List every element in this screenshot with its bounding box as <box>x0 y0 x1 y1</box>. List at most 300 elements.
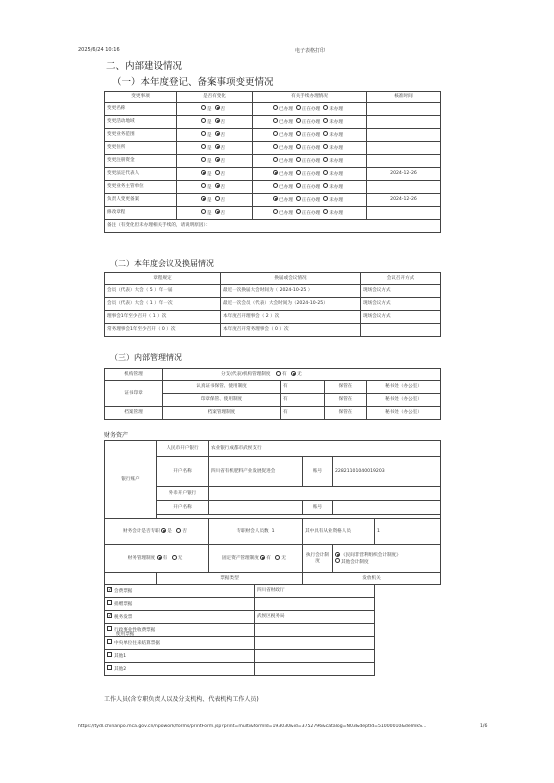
radio-icon <box>296 157 301 162</box>
finance-table <box>104 440 441 676</box>
bill-type-label: 税务发票 <box>114 614 133 620</box>
checkbox-icon[interactable] <box>107 626 112 631</box>
reg-status-cell <box>253 181 367 194</box>
reg-status-doing-radio[interactable] <box>296 106 320 112</box>
foreign-bank-value <box>209 487 441 501</box>
account-name-value: 四川省有机肥料产业发展促进会 <box>209 457 303 487</box>
bill-type-label: 其他2 <box>114 666 127 672</box>
reg-status-done-radio[interactable] <box>273 106 293 112</box>
reg-changed-yes-radio[interactable] <box>201 184 212 190</box>
reg-status-cell <box>253 168 367 181</box>
radio-label: 已办理 <box>279 197 293 203</box>
meeting-row <box>105 324 441 337</box>
reg-date <box>367 207 441 220</box>
bill-type-label: 其他1 <box>114 653 127 659</box>
reg-changed-yes-radio[interactable] <box>201 119 212 125</box>
radio-label: 已办理 <box>279 210 293 216</box>
archive-label: 档案管理 <box>105 407 163 420</box>
bill-row <box>105 611 441 624</box>
radio-label: 未办理 <box>329 210 343 216</box>
radio-icon <box>201 131 206 136</box>
radio-icon <box>323 209 328 214</box>
radio-icon <box>201 209 206 214</box>
reg-row <box>105 194 441 207</box>
reg-status-notdone-radio[interactable] <box>323 210 343 216</box>
archive-has: 有 <box>281 407 325 420</box>
cert-keeper-label-2: 保管在 <box>325 394 367 407</box>
section-meeting-title: （二）本年度会议及换届情况 <box>110 259 214 268</box>
reg-status-notdone-radio[interactable] <box>323 106 343 112</box>
reg-date <box>367 181 441 194</box>
radio-label: 已办理 <box>279 171 293 177</box>
radio-label: 未办理 <box>329 132 343 138</box>
reg-status-notdone-radio[interactable] <box>323 119 343 125</box>
bill-row <box>105 624 441 637</box>
cert-has-1: 有 <box>281 381 325 394</box>
radio-icon <box>323 131 328 136</box>
bill-issuer <box>255 598 375 611</box>
issuer-header: 发放机关 <box>303 573 441 585</box>
reg-row <box>105 103 441 116</box>
reg-changed-no-radio[interactable] <box>215 184 226 190</box>
meeting-status: 本年度召开常务理事会（ 0 ）次 <box>221 324 361 337</box>
bill-type-header: 票据类型 <box>157 573 303 585</box>
bill-row <box>105 637 441 650</box>
reg-header-changed: 是否有变化 <box>177 92 253 103</box>
archive-keeper: 秘书处（办公室） <box>367 407 441 420</box>
radio-checked-icon <box>291 371 296 376</box>
reg-date: 2024-12-26 <box>367 168 441 181</box>
radio-icon <box>296 144 301 149</box>
radio-label: 否 <box>220 171 226 177</box>
radio-label: 否 <box>220 184 226 190</box>
bill-type-label: 中央单位往来结算票据 <box>114 640 160 646</box>
registration-table <box>104 91 441 233</box>
radio-icon <box>323 170 328 175</box>
radio-checked-icon <box>215 118 220 123</box>
management-table <box>104 368 441 420</box>
reg-item: 变更住所 <box>105 142 177 155</box>
reg-changed-no-radio[interactable] <box>215 132 226 138</box>
branch-rule-none-radio[interactable]: 无 <box>291 371 302 377</box>
cert-keeper-label-1: 保管在 <box>325 381 367 394</box>
archive-keeper-label: 保管在 <box>325 407 367 420</box>
reg-item: 负责人变更备案 <box>105 194 177 207</box>
full-time-count: 1 <box>271 528 275 534</box>
radio-checked-icon <box>161 528 166 533</box>
radio-icon <box>273 118 278 123</box>
system-has-radio[interactable]: 有 <box>157 555 168 561</box>
radio-icon <box>201 118 206 123</box>
reg-changed-no-radio[interactable] <box>215 145 226 151</box>
reg-status-done-radio[interactable] <box>273 184 293 190</box>
radio-icon <box>323 196 328 201</box>
radio-icon <box>273 183 278 188</box>
foreign-no-value <box>333 501 441 515</box>
section-registration-title: （一）本年度登记、备案事项变更情况 <box>112 77 274 88</box>
reg-item: 变更注册资金 <box>105 155 177 168</box>
checkbox-checked-icon[interactable]: ✓ <box>108 587 113 594</box>
asset-none-radio[interactable]: 无 <box>275 555 286 561</box>
bill-row <box>105 598 441 611</box>
meeting-rule: 常务理事会1年至少召开（ 0 ）次 <box>105 324 221 337</box>
reg-status-done-radio[interactable] <box>273 132 293 138</box>
radio-icon <box>201 157 206 162</box>
archive-rule: 档案管理制度 <box>163 407 281 420</box>
radio-icon <box>296 118 301 123</box>
accounting-npo-radio[interactable]: 《民间非营利组织会计制度》 <box>335 552 401 558</box>
reg-changed-cell <box>177 116 253 129</box>
radio-icon <box>323 157 328 162</box>
radio-checked-icon <box>215 144 220 149</box>
reg-status-doing-radio[interactable] <box>296 197 320 203</box>
bill-type-label: 会费票据 <box>114 588 133 594</box>
radio-label: 正在办理 <box>301 184 321 190</box>
radio-icon <box>296 196 301 201</box>
reg-status-doing-radio[interactable] <box>296 145 320 151</box>
bill-type-cell <box>105 650 255 663</box>
radio-label: 是 <box>206 119 212 125</box>
reg-status-notdone-radio[interactable] <box>323 145 343 151</box>
reg-status-notdone-radio[interactable] <box>323 158 343 164</box>
radio-icon <box>335 558 340 563</box>
bill-type-label: 行政事业性收费票据 <box>114 627 156 633</box>
reg-header-status: 有关手续办理情况 <box>253 92 367 103</box>
checkbox-icon[interactable] <box>107 639 112 644</box>
reg-status-cell <box>253 142 367 155</box>
reg-date <box>367 116 441 129</box>
radio-label: 否 <box>220 197 226 203</box>
radio-label: 正在办理 <box>301 132 321 138</box>
full-time-no-radio[interactable]: 否 <box>176 528 187 534</box>
radio-label: 是 <box>206 158 212 164</box>
reg-changed-no-radio[interactable] <box>215 106 226 112</box>
radio-label: 已办理 <box>279 184 293 190</box>
radio-label: 是 <box>206 197 212 203</box>
reg-note: 备注（有变化但未办理相关手续的，请说明原因）： <box>105 220 441 233</box>
meeting-header-rule: 章程规定 <box>105 273 221 285</box>
radio-label: 是 <box>206 184 212 190</box>
meeting-rule: 理事会1年至少召开（ 1 ）次 <box>105 311 221 324</box>
cert-label: 证书印章 <box>105 381 163 407</box>
print-datetime: 2025/6/24 10:16 <box>78 47 120 53</box>
reg-changed-no-radio[interactable] <box>215 210 226 216</box>
accounting-options <box>333 545 441 573</box>
reg-changed-no-radio[interactable] <box>215 119 226 125</box>
reg-status-doing-radio[interactable] <box>296 210 320 216</box>
reg-row <box>105 155 441 168</box>
account-no-value: 22821101040019203 <box>333 457 441 487</box>
reg-status-done-radio[interactable] <box>273 145 293 151</box>
meeting-mode: 现场会议方式 <box>361 311 441 324</box>
cert-keeper-1: 秘书处（办公室） <box>367 381 441 394</box>
system-row <box>105 545 209 573</box>
full-time-label: 财务会计是否专职 <box>123 529 160 535</box>
asset-row <box>209 545 303 573</box>
reg-status-done-radio[interactable] <box>273 210 293 216</box>
reg-status-cell <box>253 155 367 168</box>
reg-status-cell <box>253 207 367 220</box>
reg-status-notdone-radio[interactable] <box>323 184 343 190</box>
radio-label: 未办理 <box>329 197 343 203</box>
radio-label: 是 <box>206 145 212 151</box>
radio-label: 是 <box>206 210 212 216</box>
radio-label: 正在办理 <box>301 145 321 151</box>
radio-label: 未办理 <box>329 106 343 112</box>
reg-changed-no-radio[interactable] <box>215 197 226 203</box>
full-time-count-cell <box>209 519 303 545</box>
cert-has-2: 有 <box>281 394 325 407</box>
reg-status-doing-radio[interactable] <box>296 158 320 164</box>
radio-label: 已办理 <box>279 106 293 112</box>
reg-header-item: 变更事项 <box>105 92 177 103</box>
reg-status-done-radio[interactable] <box>273 119 293 125</box>
branch-rule-has-radio[interactable]: 有 <box>276 371 287 377</box>
radio-label: 否 <box>220 132 226 138</box>
qualified-count: 1 <box>375 519 441 545</box>
section-finance-title: 财务资产 <box>104 432 129 439</box>
meeting-status: 最近一次换届大会时间为（ 2024-10-25 ） <box>221 285 361 298</box>
radio-label: 否 <box>220 158 226 164</box>
reg-status-cell <box>253 194 367 207</box>
radio-label: 正在办理 <box>301 158 321 164</box>
radio-label: 已办理 <box>279 132 293 138</box>
reg-row <box>105 181 441 194</box>
account-no-label: 账号 <box>303 457 333 487</box>
radio-icon <box>323 144 328 149</box>
radio-label: 是 <box>206 106 212 112</box>
cert-keeper-2: 秘书处（办公室） <box>367 394 441 407</box>
bills-label: 使用票据 <box>116 632 135 637</box>
reg-row <box>105 168 441 181</box>
radio-icon <box>201 144 206 149</box>
reg-status-done-radio[interactable] <box>273 197 293 203</box>
radio-label: 未办理 <box>329 119 343 125</box>
radio-label: 是 <box>206 171 212 177</box>
radio-label: 未办理 <box>329 184 343 190</box>
meeting-rule: 会员（代表）大会（ 5 ）年一届 <box>105 285 221 298</box>
radio-icon <box>215 170 220 175</box>
radio-label: 已办理 <box>279 119 293 125</box>
radio-checked-icon <box>201 170 206 175</box>
radio-icon <box>296 170 301 175</box>
reg-item: 变更业务范围 <box>105 129 177 142</box>
reg-status-notdone-radio[interactable] <box>323 197 343 203</box>
bill-issuer <box>255 663 375 676</box>
reg-row <box>105 116 441 129</box>
account-name-label: 开户名称 <box>157 457 209 487</box>
meeting-mode: 现场会议方式 <box>361 298 441 311</box>
reg-changed-yes-radio[interactable] <box>201 210 212 216</box>
radio-icon <box>323 118 328 123</box>
reg-changed-cell <box>177 142 253 155</box>
radio-label: 未办理 <box>329 158 343 164</box>
bill-row <box>105 650 441 663</box>
reg-date: 2024-12-26 <box>367 194 441 207</box>
full-time-count-label: 专职财会人员数 <box>236 528 269 534</box>
reg-changed-cell <box>177 181 253 194</box>
reg-changed-cell <box>177 207 253 220</box>
radio-icon <box>323 183 328 188</box>
section-management-title: （三）内部管理情况 <box>110 353 182 362</box>
radio-label: 是 <box>206 132 212 138</box>
radio-label: 正在办理 <box>301 119 321 125</box>
bill-type-cell <box>105 637 255 650</box>
radio-icon <box>273 157 278 162</box>
reg-status-notdone-radio[interactable] <box>323 132 343 138</box>
meeting-row <box>105 285 441 298</box>
meeting-status: 最近一次会员（代表）大会时间为（2024-10-25） <box>221 298 361 311</box>
meeting-status: 本年度召开理事会（ 2 ）次 <box>221 311 361 324</box>
qualified-label: 其中具有从业资格人员 <box>303 519 375 545</box>
reg-row <box>105 129 441 142</box>
reg-changed-yes-radio[interactable] <box>201 106 212 112</box>
checkbox-checked-icon[interactable]: ✓ <box>108 613 113 620</box>
reg-changed-cell <box>177 194 253 207</box>
radio-icon <box>296 209 301 214</box>
meeting-table <box>104 272 441 337</box>
radio-checked-icon <box>215 209 220 214</box>
radio-checked-icon <box>273 170 278 175</box>
radio-icon <box>296 131 301 136</box>
radio-icon <box>323 105 328 110</box>
meeting-row <box>105 311 441 324</box>
reg-status-doing-radio[interactable] <box>296 171 320 177</box>
radio-icon <box>172 555 177 560</box>
bill-issuer <box>255 624 375 637</box>
reg-item: 变更名称 <box>105 103 177 116</box>
reg-header-date: 核准时间 <box>367 92 441 103</box>
cert-rule-2: 印章保管、使用制度 <box>163 394 281 407</box>
org-label: 机构管理 <box>105 369 163 381</box>
radio-label: 未办理 <box>329 145 343 151</box>
radio-label: 已办理 <box>279 145 293 151</box>
reg-changed-yes-radio[interactable] <box>201 197 212 203</box>
radio-label: 否 <box>220 119 226 125</box>
radio-icon <box>273 131 278 136</box>
meeting-mode: 现场会议方式 <box>361 285 441 298</box>
meeting-header-status: 换届或会议情况 <box>221 273 361 285</box>
reg-changed-yes-radio[interactable] <box>201 171 212 177</box>
asset-has-radio[interactable]: 有 <box>260 555 271 561</box>
reg-changed-cell <box>177 103 253 116</box>
radio-label: 否 <box>220 210 226 216</box>
radio-label: 已办理 <box>279 158 293 164</box>
checkbox-icon[interactable] <box>107 665 112 670</box>
bill-issuer: 四川省财政厅 <box>255 585 375 598</box>
reg-changed-cell <box>177 129 253 142</box>
reg-date <box>367 129 441 142</box>
reg-changed-cell <box>177 168 253 181</box>
accounting-other-radio[interactable]: 其他会计制度 <box>335 559 369 565</box>
meeting-row <box>105 298 441 311</box>
radio-label: 正在办理 <box>301 210 321 216</box>
bill-type-cell <box>105 585 255 598</box>
footer-page: 1/6 <box>480 724 488 729</box>
reg-status-done-radio[interactable] <box>273 158 293 164</box>
reg-changed-no-radio[interactable] <box>215 171 226 177</box>
radio-icon <box>176 528 181 533</box>
radio-icon <box>273 105 278 110</box>
radio-label: 正在办理 <box>301 197 321 203</box>
section-internal-title: 二、内部建设情况 <box>106 61 183 72</box>
reg-date <box>367 103 441 116</box>
reg-changed-yes-radio[interactable] <box>201 145 212 151</box>
bill-type-label: 捐赠票据 <box>114 601 133 607</box>
branch-rule-label: 分支(代表)机构管理制度 <box>221 372 271 378</box>
radio-checked-icon <box>201 196 206 201</box>
bill-type-cell <box>105 611 255 624</box>
radio-icon <box>201 105 206 110</box>
meeting-mode <box>361 324 441 337</box>
reg-status-doing-radio[interactable] <box>296 184 320 190</box>
people-bank-value: 农业银行成都市武侯支行 <box>209 441 441 457</box>
radio-label: 否 <box>220 106 226 112</box>
bills-label-spacer <box>105 573 157 585</box>
radio-checked-icon <box>215 131 220 136</box>
reg-row <box>105 142 441 155</box>
reg-status-cell <box>253 129 367 142</box>
radio-icon <box>273 144 278 149</box>
reg-status-notdone-radio[interactable] <box>323 171 343 177</box>
reg-status-doing-radio[interactable] <box>296 132 320 138</box>
bill-issuer <box>255 637 375 650</box>
radio-checked-icon <box>215 105 220 110</box>
meeting-header-mode: 会议召开方式 <box>361 273 441 285</box>
bill-row <box>105 663 441 676</box>
reg-item: 变更业务主管单位 <box>105 181 177 194</box>
footer-url[interactable]: https://tydl.chinanpo.mca.gov.cn/npowork/forms/printForm.jsp?print=multi&formId=193030&id=3752796&catalog=N03&deptId=51000010&delmkS... <box>78 724 427 729</box>
meeting-rule: 会员（代表）大会（ 1 ）年一次 <box>105 298 221 311</box>
radio-checked-icon <box>215 183 220 188</box>
full-time-yes-radio[interactable]: 是 <box>161 528 172 534</box>
radio-icon <box>273 209 278 214</box>
checkbox-icon[interactable] <box>107 652 112 657</box>
reg-changed-yes-radio[interactable] <box>201 132 212 138</box>
reg-item: 变更活动地域 <box>105 116 177 129</box>
reg-changed-yes-radio[interactable] <box>201 158 212 164</box>
radio-label: 未办理 <box>329 171 343 177</box>
reg-item: 修改章程 <box>105 207 177 220</box>
foreign-bank-label: 外币开户银行 <box>157 487 209 501</box>
reg-date <box>367 142 441 155</box>
cert-rule-1: 认真证书保管、使用制度 <box>163 381 281 394</box>
reg-changed-no-radio[interactable] <box>215 158 226 164</box>
radio-label: 否 <box>220 145 226 151</box>
radio-icon <box>296 105 301 110</box>
system-label: 财务管理制度 <box>127 556 156 562</box>
reg-item: 变更法定代表人 <box>105 168 177 181</box>
bill-type-cell <box>105 663 255 676</box>
reg-status-done-radio[interactable] <box>273 171 293 177</box>
reg-status-cell <box>253 103 367 116</box>
accounting-label: 执行会计制度 <box>303 545 333 573</box>
people-bank-label: 人民币开户银行 <box>157 441 209 457</box>
section-staff-title: 工作人员(含专职负责人以及分支机构、代表机构工作人员) <box>104 696 259 703</box>
reg-changed-cell <box>177 155 253 168</box>
foreign-name-label: 开户名称 <box>157 501 209 515</box>
reg-status-doing-radio[interactable] <box>296 119 320 125</box>
foreign-no-label: 账号 <box>303 501 333 515</box>
system-none-radio[interactable]: 无 <box>172 555 183 561</box>
bank-label: 银行账户 <box>105 441 157 519</box>
radio-icon <box>276 371 281 376</box>
print-title: 电子表格打印 <box>295 48 326 54</box>
radio-icon <box>215 196 220 201</box>
reg-date <box>367 155 441 168</box>
checkbox-icon[interactable] <box>107 600 112 605</box>
bill-issuer: 武侯区税务局 <box>255 611 375 624</box>
